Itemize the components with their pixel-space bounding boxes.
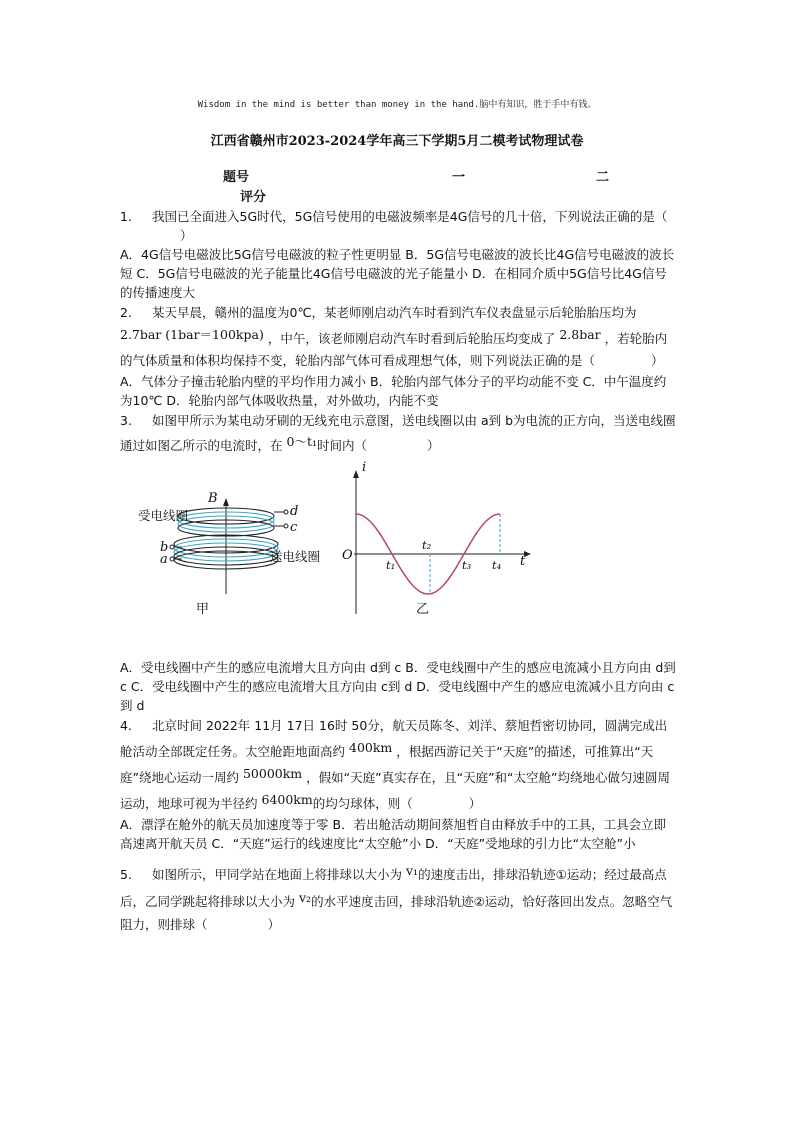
terminal-c: [284, 524, 288, 528]
question-4: [120, 715, 676, 815]
question-number: 5.: [120, 867, 132, 882]
question-stem: ，根据西游记关于“天庭”的描述，可推算出“天庭”绕地心运动一周约: [120, 744, 654, 785]
terminal-label-d: d: [290, 504, 299, 519]
axis-label-t: t: [520, 554, 526, 569]
terminal-d: [284, 510, 288, 514]
field-label-B: B: [208, 491, 218, 506]
terminal-label-a: a: [160, 552, 168, 567]
score-row-number: [120, 166, 680, 186]
question-stem-end: ）: [651, 353, 664, 368]
question-1-options: A．4G信号电磁波比5G信号电磁波的粒子性更明显 B．5G信号电磁波的波长比4G信号电磁波的波长短 C．5G信号电磁波的光子能量比4G信号电磁波的光子能量小 D．在相同介质中5G信号比4G信号的传播速度大: [120, 247, 675, 300]
axis-label-i: i: [362, 460, 367, 475]
question-stem-end: ）: [180, 228, 193, 243]
question-stem-end: ）: [468, 796, 482, 811]
question-2: [120, 302, 676, 372]
question-stem: ，假如“天庭”真实存在，且“天庭”和“太空舱”均绕地心做匀速圆周运动，地球可视为半径约: [120, 770, 671, 811]
question-stem: 我国已全面进入5G时代，5G信号使用的电磁波频率是4G信号的几十倍，下列说法正确的是（: [152, 209, 668, 224]
formula-orbit: 50000km: [242, 766, 303, 781]
formula-height: 400km: [349, 740, 393, 755]
figure-svg: [120, 464, 676, 654]
terminal-a: [170, 557, 174, 561]
question-stem: 北京时间 2022年 11月 17日 16时 50分，航天员陈冬、刘洋、蔡旭哲密切协同，圆满完成出舱活动全部既定任务。太空舱距地面高约: [120, 718, 668, 759]
formula-time-range: 0～t₁: [286, 434, 317, 449]
question-stem: 的速度击出，排球沿轨迹①运动；经过最高点后，乙同学跳起将排球以大小为: [120, 867, 667, 909]
formula-unit: (1bar＝100kpa): [165, 327, 264, 342]
receive-coil-label: 受电线圈: [138, 508, 189, 523]
score-col-2: 二: [596, 170, 610, 185]
field-arrow: [223, 498, 229, 506]
question-stem: 如图所示，甲同学站在地面上将排球以大小为: [152, 867, 403, 882]
caption-right: 乙: [416, 602, 430, 617]
formula-pressure-1: 2.7bar: [120, 327, 162, 342]
question-3: [120, 410, 676, 456]
formula-v1: v₁: [406, 863, 419, 878]
terminal-b: [170, 545, 174, 549]
question-stem: 的水平速度击回，排球沿轨迹②运动，恰好落回出发点。忽略空气阻力，则排球（: [120, 894, 673, 932]
question-stem: ，若轮胎内的气体质量和体积均保持不变，轮胎内部气体可看成理想气体，则下列说法正确的是（: [120, 331, 668, 368]
question-number: 3.: [120, 413, 132, 428]
terminal-label-b: b: [160, 540, 169, 555]
question-stem: 的均匀球体，则（: [312, 796, 413, 811]
question-stem: 某天早晨，赣州的温度为0℃，某老师刚启动汽车时看到汽车仪表盘显示后轮胎胎压均为: [152, 305, 637, 320]
exam-title: 江西省赣州市2023-2024学年高三下学期5月二模考试物理试卷: [210, 134, 584, 149]
origin-label: O: [342, 548, 353, 563]
tick-label-t1: t₁: [386, 558, 396, 572]
score-row-score: [120, 186, 680, 206]
formula-v2: v₂: [299, 890, 312, 905]
question-stem: 时间内（: [317, 438, 368, 453]
current-graph: [353, 470, 531, 614]
formula-radius: 6400km: [261, 792, 313, 807]
question-number: 2.: [120, 305, 132, 320]
header-motto: Wisdom in the mind is better than money in the hand.脑中有知识，胜于手中有钱。: [197, 100, 597, 110]
terminal-label-c: c: [290, 520, 298, 535]
score-col-1: 一: [452, 170, 466, 185]
question-number: 4.: [120, 718, 132, 733]
tick-label-t2: t₂: [422, 538, 432, 552]
question-4-options: A．漂浮在舱外的航天员加速度等于零 B．若出舱活动期间蔡旭哲自由释放手中的工具，工具会立即高速离开航天员 C．“天庭”运行的线速度比“太空舱”小 D．“天庭”受地球的引力比“太空舱”小: [120, 817, 667, 851]
question-3-figure: [120, 460, 676, 654]
question-stem-end: ）: [427, 438, 440, 453]
score-row-label: 题号: [223, 170, 250, 185]
tick-label-t3: t₃: [462, 558, 472, 572]
question-5: [120, 859, 676, 936]
question-stem: ，中午，该老师刚启动汽车时看到后轮胎压均变成了: [267, 331, 556, 346]
send-coil-label: 送电线圈: [270, 549, 321, 564]
question-stem-end: ）: [267, 917, 281, 932]
score-table: [120, 166, 680, 206]
formula-pressure-2: 2.8bar: [559, 327, 601, 342]
tick-label-t4: t₄: [492, 558, 502, 572]
question-number: 1.: [120, 209, 132, 224]
question-stem: 如图甲所示为某电动牙刷的无线充电示意图，送电线圈以由 a到 b为电流的正方向，当送电线圈通过如图乙所示的电流时，在: [120, 413, 676, 453]
score-row-label: 评分: [240, 190, 267, 205]
question-1: [120, 207, 676, 245]
caption-left: 甲: [196, 602, 210, 617]
i-axis-arrow: [353, 470, 359, 478]
question-2-options: A．气体分子撞击轮胎内壁的平均作用力减小 B．轮胎内部气体分子的平均动能不变 C．中午温度约为10℃ D．轮胎内部气体吸收热量，对外做功，内能不变: [120, 374, 667, 408]
questions-content: [120, 207, 676, 936]
question-3-options: A．受电线圈中产生的感应电流增大且方向由 d到 c B．受电线圈中产生的感应电流减小且方向由 d到 c C．受电线圈中产生的感应电流增大且方向由 c到 d D．受电线圈中产生的感应电流减小且方向由 c到 d: [120, 660, 676, 713]
